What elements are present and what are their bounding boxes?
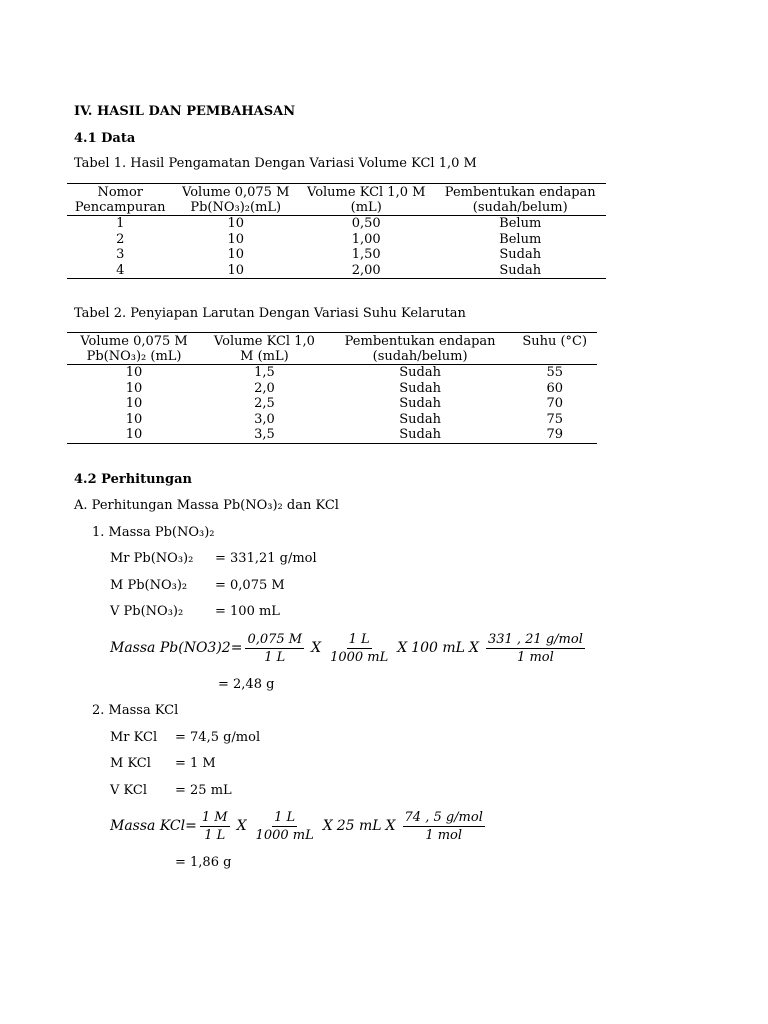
table2-header-volume-kcl: Volume KCl 1,0 M (mL) — [213, 334, 315, 364]
table1-header-volume-kcl: Volume KCl 1,0 M (mL) — [307, 185, 426, 215]
cell: 10 — [227, 231, 244, 247]
fraction-denominator: 1 mol — [425, 827, 463, 843]
cell: Belum — [499, 216, 542, 231]
formula-volume: 100 mL — [411, 640, 465, 656]
table-row — [67, 427, 597, 443]
cell: Sudah — [399, 380, 441, 396]
cell: 2,00 — [351, 262, 381, 278]
calc-section-title: A. Perhitungan Massa Pb(NO₃)₂ dan KCl — [74, 498, 339, 513]
calc2-label-v: V KCl — [110, 783, 147, 798]
cell: Sudah — [499, 247, 542, 262]
multiply-sign: X — [385, 818, 396, 834]
multiply-sign: X — [322, 818, 333, 834]
table1-caption: Tabel 1. Hasil Pengamatan Dengan Variasi Volume KCl 1,0 M — [74, 156, 477, 171]
calc2-value-mr: = 74,5 g/mol — [175, 730, 261, 745]
fraction-numerator: 1 M — [201, 809, 228, 825]
fraction — [200, 810, 230, 843]
fraction — [245, 632, 304, 665]
table1 — [67, 183, 606, 279]
cell: 2 — [116, 231, 125, 247]
cell: 75 — [546, 411, 563, 427]
cell: Sudah — [499, 262, 542, 278]
fraction-numerator: 331 , 21 g/mol — [487, 631, 583, 647]
calc2-value-v: = 25 mL — [175, 783, 232, 798]
calc1-value-v: = 100 mL — [215, 604, 280, 619]
calc2-value-m: = 1 M — [175, 756, 216, 771]
cell: 10 — [125, 396, 143, 411]
calc1-label-m: M Pb(NO₃)₂ — [110, 578, 188, 593]
table-row — [67, 396, 597, 412]
fraction-denominator: 1 L — [264, 649, 286, 665]
cell: 10 — [227, 247, 244, 262]
multiply-sign: X — [397, 640, 408, 656]
calc1-title: 1. Massa Pb(NO₃)₂ — [92, 525, 215, 540]
cell: 3,5 — [254, 427, 275, 442]
fraction-denominator: 1 L — [204, 827, 226, 843]
formula-volume: 25 mL — [336, 818, 382, 834]
calc1-formula — [110, 630, 588, 666]
table-row — [67, 263, 606, 279]
fraction-numerator: 0,075 M — [247, 631, 303, 647]
calc1-label-v: V Pb(NO₃)₂ — [110, 604, 184, 619]
cell: 3,0 — [254, 411, 275, 427]
multiply-sign: X — [236, 818, 247, 834]
fraction-denominator: 1 mol — [517, 649, 554, 665]
cell: 1,50 — [351, 247, 381, 262]
cell: 1 — [116, 216, 125, 231]
calc1-value-m: = 0,075 M — [215, 578, 285, 593]
cell: Sudah — [399, 411, 441, 427]
table2-caption: Tabel 2. Penyiapan Larutan Dengan Variasi Suhu Kelarutan — [74, 306, 466, 321]
cell: Belum — [499, 231, 542, 247]
table1-header-endapan: Pembentukan endapan (sudah/belum) — [444, 185, 596, 215]
section-title: IV. HASIL DAN PEMBAHASAN — [74, 104, 296, 119]
cell: 1,00 — [351, 231, 381, 247]
calc2-label-m: M KCl — [110, 756, 151, 771]
fraction-denominator: 1000 mL — [255, 827, 314, 843]
fraction — [328, 632, 390, 665]
cell: Sudah — [399, 396, 441, 411]
calc1-label-mr: Mr Pb(NO₃)₂ — [110, 551, 194, 566]
cell: 0,50 — [351, 216, 381, 231]
cell: 55 — [546, 365, 563, 380]
formula-lhs: Massa Pb(NO3)2= — [110, 640, 243, 656]
cell: 60 — [546, 380, 563, 396]
fraction — [403, 810, 485, 843]
subsection-perhitungan-title: 4.2 Perhitungan — [74, 472, 192, 487]
fraction — [254, 810, 316, 843]
table2-header-suhu: Suhu (°C) — [522, 334, 588, 349]
table-row — [67, 412, 597, 428]
table-row — [67, 381, 597, 397]
fraction-numerator: 1 L — [274, 809, 296, 825]
calc1-value-mr: = 331,21 g/mol — [215, 551, 317, 566]
cell: 70 — [546, 396, 563, 411]
calc2-label-mr: Mr KCl — [110, 730, 158, 745]
table1-header-row — [67, 184, 606, 216]
table2-header-endapan: Pembentukan endapan (sudah/belum) — [344, 334, 496, 364]
subsection-data-title: 4.1 Data — [74, 131, 136, 146]
cell: Sudah — [399, 427, 441, 442]
calc2-title: 2. Massa KCl — [92, 703, 179, 718]
table2-header-row — [67, 333, 597, 365]
formula-lhs: Massa KCl= — [110, 818, 197, 834]
cell: 3 — [116, 247, 125, 262]
table-row — [67, 232, 606, 248]
fraction-numerator: 1 L — [348, 631, 370, 647]
cell: 4 — [116, 262, 125, 278]
multiply-sign: X — [468, 640, 479, 656]
cell: 2,5 — [254, 396, 275, 411]
cell: 10 — [227, 216, 244, 231]
table-row — [67, 216, 606, 232]
cell: 10 — [125, 365, 143, 380]
cell: 2,0 — [254, 380, 275, 396]
fraction-numerator: 74 , 5 g/mol — [404, 809, 483, 825]
calc2-result: = 1,86 g — [175, 855, 232, 870]
table1-header-volume-pb: Volume 0,075 M Pb(NO₃)₂(mL) — [182, 185, 290, 215]
fraction-denominator: 1000 mL — [330, 649, 389, 665]
table2 — [67, 332, 597, 444]
table-row — [67, 365, 597, 381]
table1-header-nomor: Nomor Pencampuran — [74, 185, 166, 215]
calc2-formula — [110, 808, 488, 844]
cell: 1,5 — [254, 365, 275, 380]
multiply-sign: X — [311, 640, 322, 656]
cell: 10 — [125, 411, 143, 427]
cell: 10 — [125, 380, 143, 396]
cell: 79 — [546, 427, 563, 442]
calc1-result: = 2,48 g — [218, 677, 275, 692]
table-row — [67, 247, 606, 263]
fraction — [486, 632, 585, 665]
cell: Sudah — [399, 365, 441, 380]
cell: 10 — [125, 427, 143, 442]
table2-header-volume-pb: Volume 0,075 M Pb(NO₃)₂ (mL) — [80, 334, 188, 364]
cell: 10 — [227, 262, 244, 278]
